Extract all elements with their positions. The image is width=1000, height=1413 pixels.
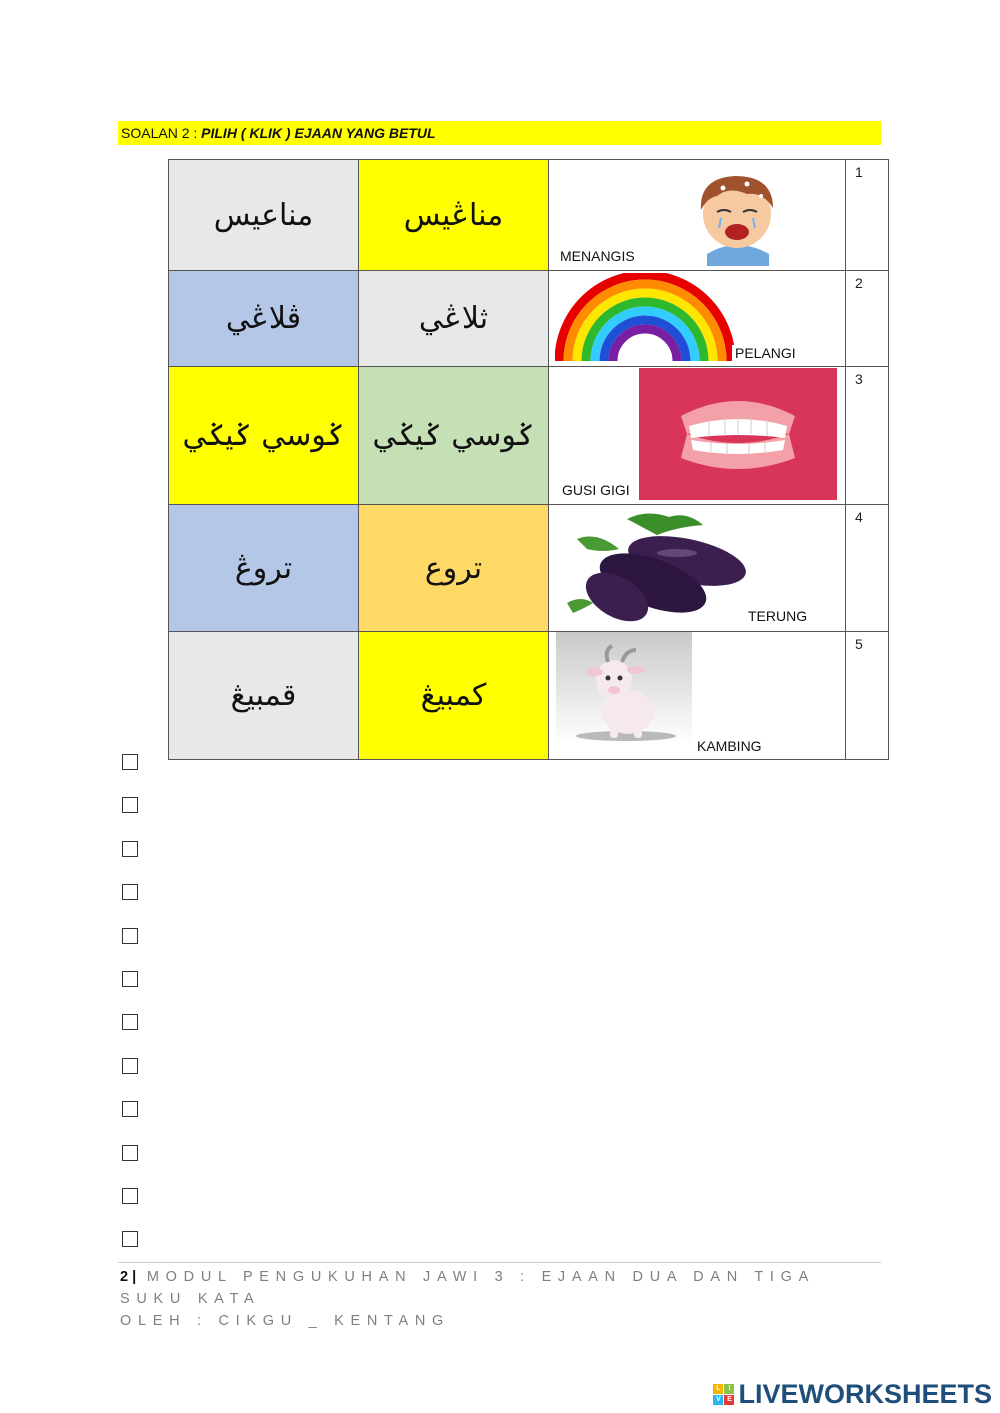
answer-grid — [168, 159, 889, 760]
table-row — [169, 271, 889, 367]
checkbox[interactable] — [122, 971, 138, 987]
checkbox[interactable] — [122, 1058, 138, 1074]
row-number-1: 1 — [846, 160, 889, 271]
option-1-middle[interactable]: مناڠيس — [359, 160, 549, 271]
question-number: SOALAN 2 : — [121, 125, 202, 141]
option-3-left[interactable]: ݢوسي ݢيݢي — [169, 367, 359, 505]
page-number: 2 | — [120, 1269, 137, 1285]
word-label-5: KAMBING — [694, 738, 765, 754]
brand-name: LIVEWORKSHEETS — [738, 1379, 992, 1409]
option-4-left[interactable]: تروڠ — [169, 505, 359, 632]
row-number-2: 2 — [846, 271, 889, 367]
picture-cell-5 — [549, 632, 846, 760]
checkbox[interactable] — [122, 797, 138, 813]
word-label-1: MENANGIS — [557, 248, 638, 264]
checkbox[interactable] — [122, 1101, 138, 1117]
question-instruction: PILIH ( KLIK ) EJAAN YANG BETUL — [201, 125, 436, 141]
crying-boy-image — [677, 166, 797, 266]
table-row — [169, 367, 889, 505]
checkbox[interactable] — [122, 1014, 138, 1030]
picture-cell-1 — [549, 160, 846, 271]
liveworksheets-logo — [713, 1379, 992, 1410]
checkbox[interactable] — [122, 884, 138, 900]
row-number-4: 4 — [846, 505, 889, 632]
eggplant-image — [557, 509, 747, 627]
page-footer — [120, 1266, 880, 1332]
word-label-4: TERUNG — [745, 608, 810, 624]
option-1-left[interactable]: مناعيس — [169, 160, 359, 271]
table-row — [169, 160, 889, 271]
checkbox[interactable] — [122, 928, 138, 944]
table-row — [169, 632, 889, 760]
goat-image — [556, 632, 692, 744]
table-row — [169, 505, 889, 632]
option-3-middle[interactable]: ݢوسي ݢيݢي — [359, 367, 549, 505]
checkbox[interactable] — [122, 1231, 138, 1247]
rainbow-image — [555, 273, 735, 363]
option-4-middle[interactable]: تروع — [359, 505, 549, 632]
word-label-2: PELANGI — [732, 345, 799, 361]
footer-author: OLEH : CIKGU _ KENTANG — [120, 1313, 451, 1329]
checkbox[interactable] — [122, 754, 138, 770]
liveworksheets-mark-icon: L I V E — [713, 1384, 734, 1405]
option-5-middle[interactable]: کمبيڠ — [359, 632, 549, 760]
checkbox[interactable] — [122, 841, 138, 857]
question-header — [118, 121, 881, 145]
checkbox[interactable] — [122, 1145, 138, 1161]
option-5-left[interactable]: قمبيڠ — [169, 632, 359, 760]
teeth-gums-image — [639, 368, 837, 500]
row-number-5: 5 — [846, 632, 889, 760]
row-number-3: 3 — [846, 367, 889, 505]
footer-divider — [118, 1262, 881, 1263]
picture-cell-3 — [549, 367, 846, 505]
word-label-3: GUSI GIGI — [559, 482, 633, 498]
checkbox[interactable] — [122, 1188, 138, 1204]
option-2-middle[interactable]: ثلاڠي — [359, 271, 549, 367]
footer-module-title: MODUL PENGUKUHAN JAWI 3 : EJAAN DUA DAN TIGA SUKU KATA — [120, 1269, 815, 1307]
picture-cell-2 — [549, 271, 846, 367]
checkbox-list — [122, 754, 138, 1275]
option-2-left[interactable]: ڤلاڠي — [169, 271, 359, 367]
picture-cell-4 — [549, 505, 846, 632]
